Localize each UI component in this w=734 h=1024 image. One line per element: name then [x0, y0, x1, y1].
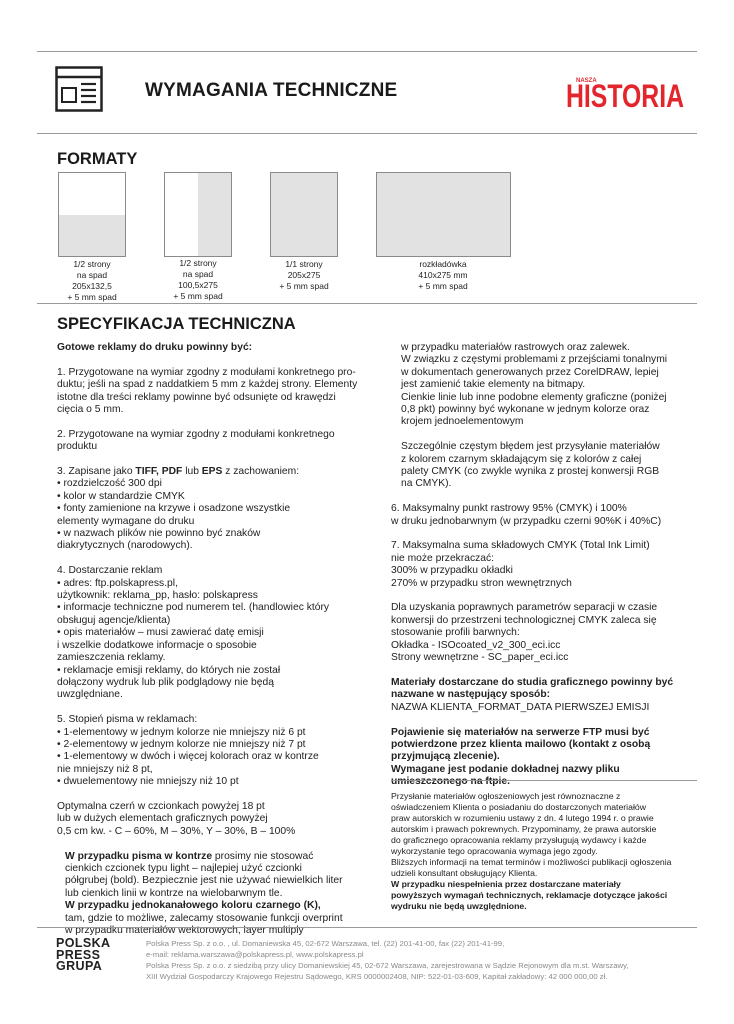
format-full-page	[270, 172, 338, 257]
kontra-bold: W przypadku pisma w kontrze	[65, 850, 213, 862]
black-text: tam, gdzie to możliwe, zalecamy stosowanie funkcji overprint w przypadku materiałów wektorowych, layer multiply	[65, 912, 343, 936]
spec-intro: Gotowe reklamy do druku powinny być:	[57, 342, 253, 353]
footer-line: e-mail: reklama.warszawa@polskapress.pl, www.polskapress.pl	[146, 950, 364, 959]
spec-item-4: 4. Dostarczanie reklam • adres: ftp.polskapress.pl, użytkownik: reklama_pp, hasło: polskapress • informacje techniczne pod numerem tel. (handlowiec który obsługuj agencje/klienta) • opis materiałów – musi zawierać datę emisji i wszelkie dodatkowe informacje o sposobie zamieszczenia reklamy. • reklamacje emisji reklamy, do których nie został dołączony wydruk lub plik podglądowy nie będą uwzględniane.	[57, 565, 330, 701]
footer-rule	[37, 927, 697, 928]
item3-suffix: z zachowaniem:	[222, 466, 300, 478]
logo-line: POLSKA	[56, 936, 111, 950]
footer-line: Polska Press Sp. z o.o. z siedzibą przy ulicy Domaniewskiej 45, 02-672 Warszawa, zarejestrowana w Sądzie Rejonowym dla m.st. Warszawy,	[146, 961, 629, 970]
logo-line: PRESS	[56, 947, 101, 962]
spec-item-5: 5. Stopień pisma w reklamach: • 1-elementowy w jednym kolorze nie mniejszy niż 6 pt • 2-elementowy w jednym kolorze nie mniejszy niż 7 pt • 1-elementowy w dwóch i więcej kolorach oraz w kontrze nie mniejszy niż 8 pt, • dwuelementowy nie mniejszy niż 10 pt	[57, 714, 319, 788]
polska-press-logo	[56, 938, 111, 973]
spec-kontra	[57, 851, 377, 901]
formats-title: FORMATY	[57, 150, 138, 168]
item3-prefix: 3. Zapisane jako	[57, 466, 136, 478]
logo-main-text: HISTORIA	[566, 78, 684, 109]
logo-small-text: NASZA	[576, 78, 597, 84]
page-title: WYMAGANIA TECHNICZNE	[145, 80, 398, 101]
format-fill	[377, 173, 510, 256]
legal-notice	[391, 791, 697, 912]
spec-black-channel	[57, 900, 377, 937]
format-spread	[376, 172, 511, 257]
item3-format: TIFF, PDF	[135, 466, 183, 478]
spec-naming-title: Materiały dostarczane do studia graficznego powinny być nazwane w następujący sposób:	[391, 676, 674, 701]
spec-ftp-confirmation: Pojawienie się materiałów na serwerze FTP musi być potwierdzone przez klienta mailowo (kontakt z osobą przyjmującą zlecenie). Wymagane jest podanie dokładnej nazwy pliku umieszczonego na ftpie.	[391, 726, 651, 788]
spec-title: SPECYFIKACJA TECHNICZNA	[57, 315, 296, 333]
logo-line: GRUPA	[56, 959, 103, 973]
newspaper-icon	[55, 66, 103, 112]
format-fill	[198, 173, 231, 256]
format-fill	[59, 215, 125, 256]
format-label: 1/2 strony na spad 100,5x275 + 5 mm spad	[173, 258, 223, 301]
legal-bold: W przypadku niespełnienia przez dostarczane materiały powyższych wymagań technicznych, reklamacje dotyczące jakości wydruku nie będą uwzględnione.	[391, 879, 668, 911]
footer-contact	[146, 938, 629, 982]
format-label: 1/1 strony 205x275 + 5 mm spad	[279, 259, 329, 291]
kontra-text: prosimy nie stosować cienkich czcionek typu light – najlepiej użyć czcionki półgrubej (bold). Bezpiecznie jest nie używać niewielkich liter lub cienkich linii w kontrze na wielobarwnym tle.	[65, 850, 343, 899]
spec-optimal-black: Optymalna czerń w czcionkach powyżej 18 pt lub w dużych elementach graficznych powyżej 0,5 cm kw. - C – 60%, M – 30%, Y – 30%, B – 100%	[57, 800, 296, 837]
spec-naming-pattern: NAZWA KLIENTA_FORMAT_DATA PIERWSZEJ EMISJI	[391, 701, 650, 713]
footer-line: XIII Wydział Gospodarczy Krajowego Rejestru Sądowego, KRS 0000002408, NIP: 522-01-03-609, Kapitał zakładowy: 42 000 000,00 zł.	[146, 972, 608, 981]
format-fill	[271, 173, 337, 256]
header-rule	[37, 133, 697, 134]
item3-mid: lub	[182, 466, 202, 478]
spec-item-3-list: • rozdzielczość 300 dpi • kolor w standardzie CMYK • fonty zamienione na krzywe i osadzone wszystkie elementy wymagane do druku • w nazwach plików nie powinno być znaków diakrytycznych (narodowych).	[57, 478, 291, 552]
top-rule	[37, 51, 697, 52]
spec-item-2: 2. Przygotowane na wymiar zgodny z modułami konkretnego produktu	[57, 428, 335, 453]
spec-right-column	[391, 342, 691, 789]
formats-rule	[37, 303, 697, 304]
legal-rule	[391, 780, 697, 781]
spec-item-7: 7. Maksymalna suma składowych CMYK (Total Ink Limit) nie może przekraczać: 300% w przypadku okładki 270% w przypadku stron wewnętrznych	[391, 540, 650, 589]
spec-profiles: Dla uzyskania poprawnych parametrów separacji w czasie konwersji do przestrzeni technologicznej CMYK zaleca się stosowanie profili barwnych: Okładka - ISOcoated_v2_300_eci.icc Strony wewnętrzne - SC_paper_eci.icc	[391, 602, 658, 664]
spec-left-column	[57, 342, 377, 937]
spec-right-2: Szczególnie częstym błędem jest przysyłanie materiałów z kolorem czarnym składającym się z kolorów z całej palety CMYK (co zwykle wynika z prostej konwersji RGB na CMYK).	[401, 441, 660, 490]
spec-item-3	[57, 466, 377, 478]
format-half-horizontal	[58, 172, 126, 257]
format-label: 1/2 strony na spad 205x132,5 + 5 mm spad	[67, 259, 117, 302]
item3-format: EPS	[201, 466, 223, 478]
spec-item-6: 6. Maksymalny punkt rastrowy 95% (CMYK) i 100% w druku jednobarwnym (w przypadku czerni 90%K i 40%C)	[391, 503, 662, 527]
format-half-vertical	[164, 172, 232, 257]
format-label: rozkładówka 410x275 mm + 5 mm spad	[418, 259, 468, 291]
black-bold: W przypadku jednokanałowego koloru czarnego (K),	[65, 900, 321, 912]
legal-text: Przysłanie materiałów ogłoszeniowych jest równoznaczne z oświadczeniem Klienta o posiadaniu do dostarczonych materiałów praw autorskich w rozumieniu ustawy z dn. 4 lutego 1994 r. o prawie autorskim i prawach pokrewnych. Przypominamy, że prawa autorskie do graficznego opracowania reklamy przysługują wydawcy i każde wykorzystanie tego opracowania wymaga jego zgody. Bliższych informacji na temat terminów i możliwości publikacji ogłoszenia udzieli konsultant obsługujący Klienta.	[391, 791, 672, 878]
spec-item-1: 1. Przygotowane na wymiar zgodny z modułami konkretnego pro- duktu; jeśli na spad z naddatkiem 5 mm z każdej strony. Elementy istotne dla treści reklamy powinne być odsunięte od krawędzi cięcia o 5 mm.	[57, 366, 358, 416]
spec-right-1: w przypadku materiałów rastrowych oraz zalewek. W związku z częstymi problemami z przejściami tonalnymi w dokumentach generowanych przez CorelDRAW, lepiej jest zamienić takie elementy na bitmapy. Cienkie linie lub inne podobne elementy graficzne (poniżej 0,8 pkt) powinny być wykonane w jednym kolorze oraz krojem jednoelementowym	[401, 342, 668, 428]
historia-logo	[565, 73, 685, 109]
footer-line: Polska Press Sp. z o.o. , ul. Domaniewska 45, 02-672 Warszawa, tel. (22) 201-41-00, fax (22) 201-41-99,	[146, 939, 505, 948]
